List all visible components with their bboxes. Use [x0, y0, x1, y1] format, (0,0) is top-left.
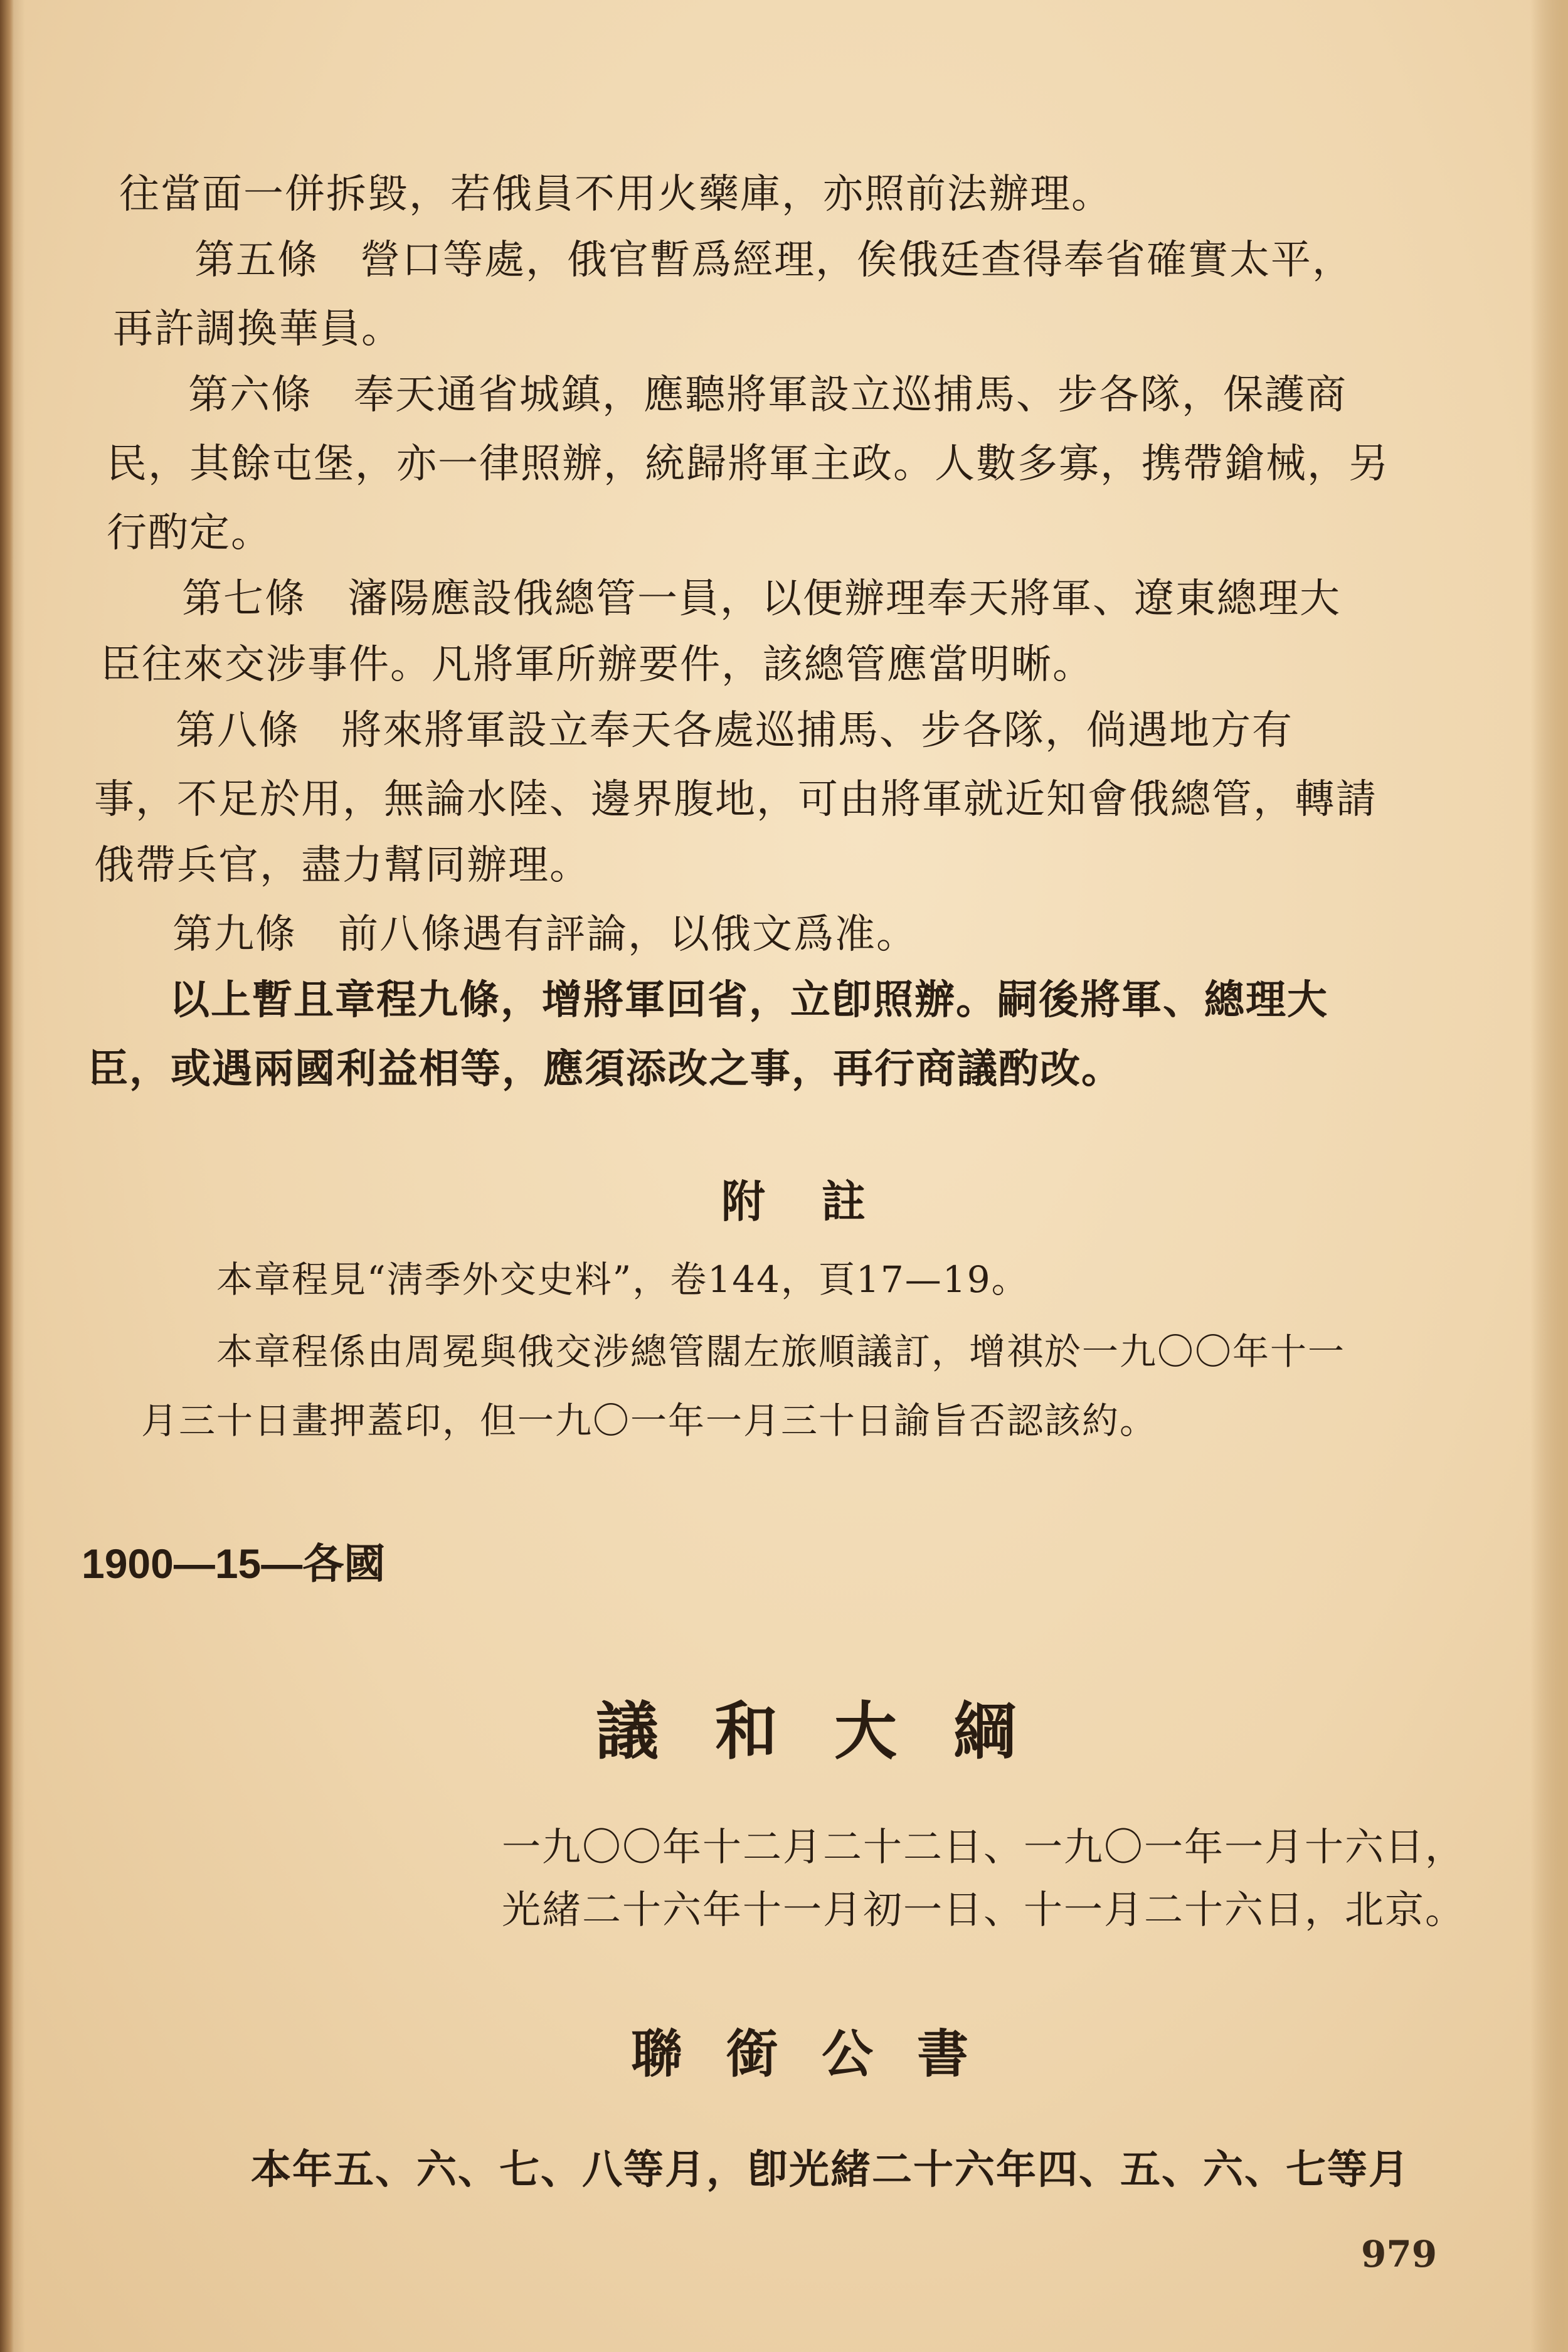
- closing-line-1: 以上暫且章程九條，增將軍回省，立卽照辦。嗣後將軍、總理大: [169, 977, 1328, 1024]
- note-heading: 附註: [721, 1175, 922, 1227]
- article-9-line-1: 第九條 前八條遇有評論，以俄文爲准。: [172, 911, 918, 958]
- article-8-line-1: 第八條 將來將軍設立奉天各處巡捕馬、步各隊，倘遇地方有: [176, 707, 1293, 754]
- note-line-1: 本章程見“淸季外交史料”，卷144，頁17—19。: [216, 1258, 1029, 1301]
- article-8-line-3: 俄帶兵官，盡力幫同辦理。: [94, 842, 591, 889]
- article-8-line-2: 事，不足於用，無論水陸、邊界腹地，可由將軍就近知會俄總管，轉請: [94, 776, 1377, 823]
- date-line-1: 一九〇〇年十二月二十二日、一九〇一年一月十六日，: [502, 1824, 1466, 1870]
- text-line-1: 往當面一併拆毀，若俄員不用火藥庫，亦照前法辦理。: [119, 171, 1113, 218]
- last-line: 本年五、六、七、八等月，卽光緒二十六年四、五、六、七等月: [251, 2146, 1410, 2193]
- article-6-line-2: 民，其餘屯堡，亦一律照辦，統歸將軍主政。人數多寡，携帶鎗械，另: [107, 441, 1390, 487]
- section-id: 1900—15—各國: [82, 1540, 386, 1587]
- note-line-3: 月三十日畫押蓋印，但一九〇一年一月三十日諭旨否認該約。: [141, 1399, 1158, 1442]
- article-7-line-1: 第七條 瀋陽應設俄總管一員，以便辦理奉天將軍、遼東總理大: [182, 576, 1341, 622]
- article-7-line-2: 臣往來交涉事件。凡將軍所辦要件，該總管應當明晰。: [100, 642, 1094, 688]
- date-line-2: 光緒二十六年十一月初一日、十一月二十六日，北京。: [502, 1887, 1466, 1932]
- sub-title: 聯銜公書: [630, 2024, 1012, 2084]
- article-6-line-1: 第六條 奉天通省城鎮，應聽將軍設立巡捕馬、步各隊，保護商: [188, 372, 1347, 418]
- page-number: 979: [1361, 2233, 1438, 2275]
- article-5-line-1: 第五條 營口等處，俄官暫爲經理，俟俄廷查得奉省確實太平，: [194, 237, 1353, 283]
- closing-line-2: 臣，或遇兩國利益相等，應須添改之事，再行商議酌改。: [88, 1046, 1123, 1093]
- article-5-line-2: 再許調換華員。: [113, 306, 403, 352]
- note-line-2: 本章程係由周冕與俄交涉總管闊左旅順議訂，增祺於一九〇〇年十一: [216, 1330, 1346, 1373]
- treaty-title: 議和大綱: [596, 1694, 1073, 1768]
- article-6-line-3: 行酌定。: [107, 510, 272, 556]
